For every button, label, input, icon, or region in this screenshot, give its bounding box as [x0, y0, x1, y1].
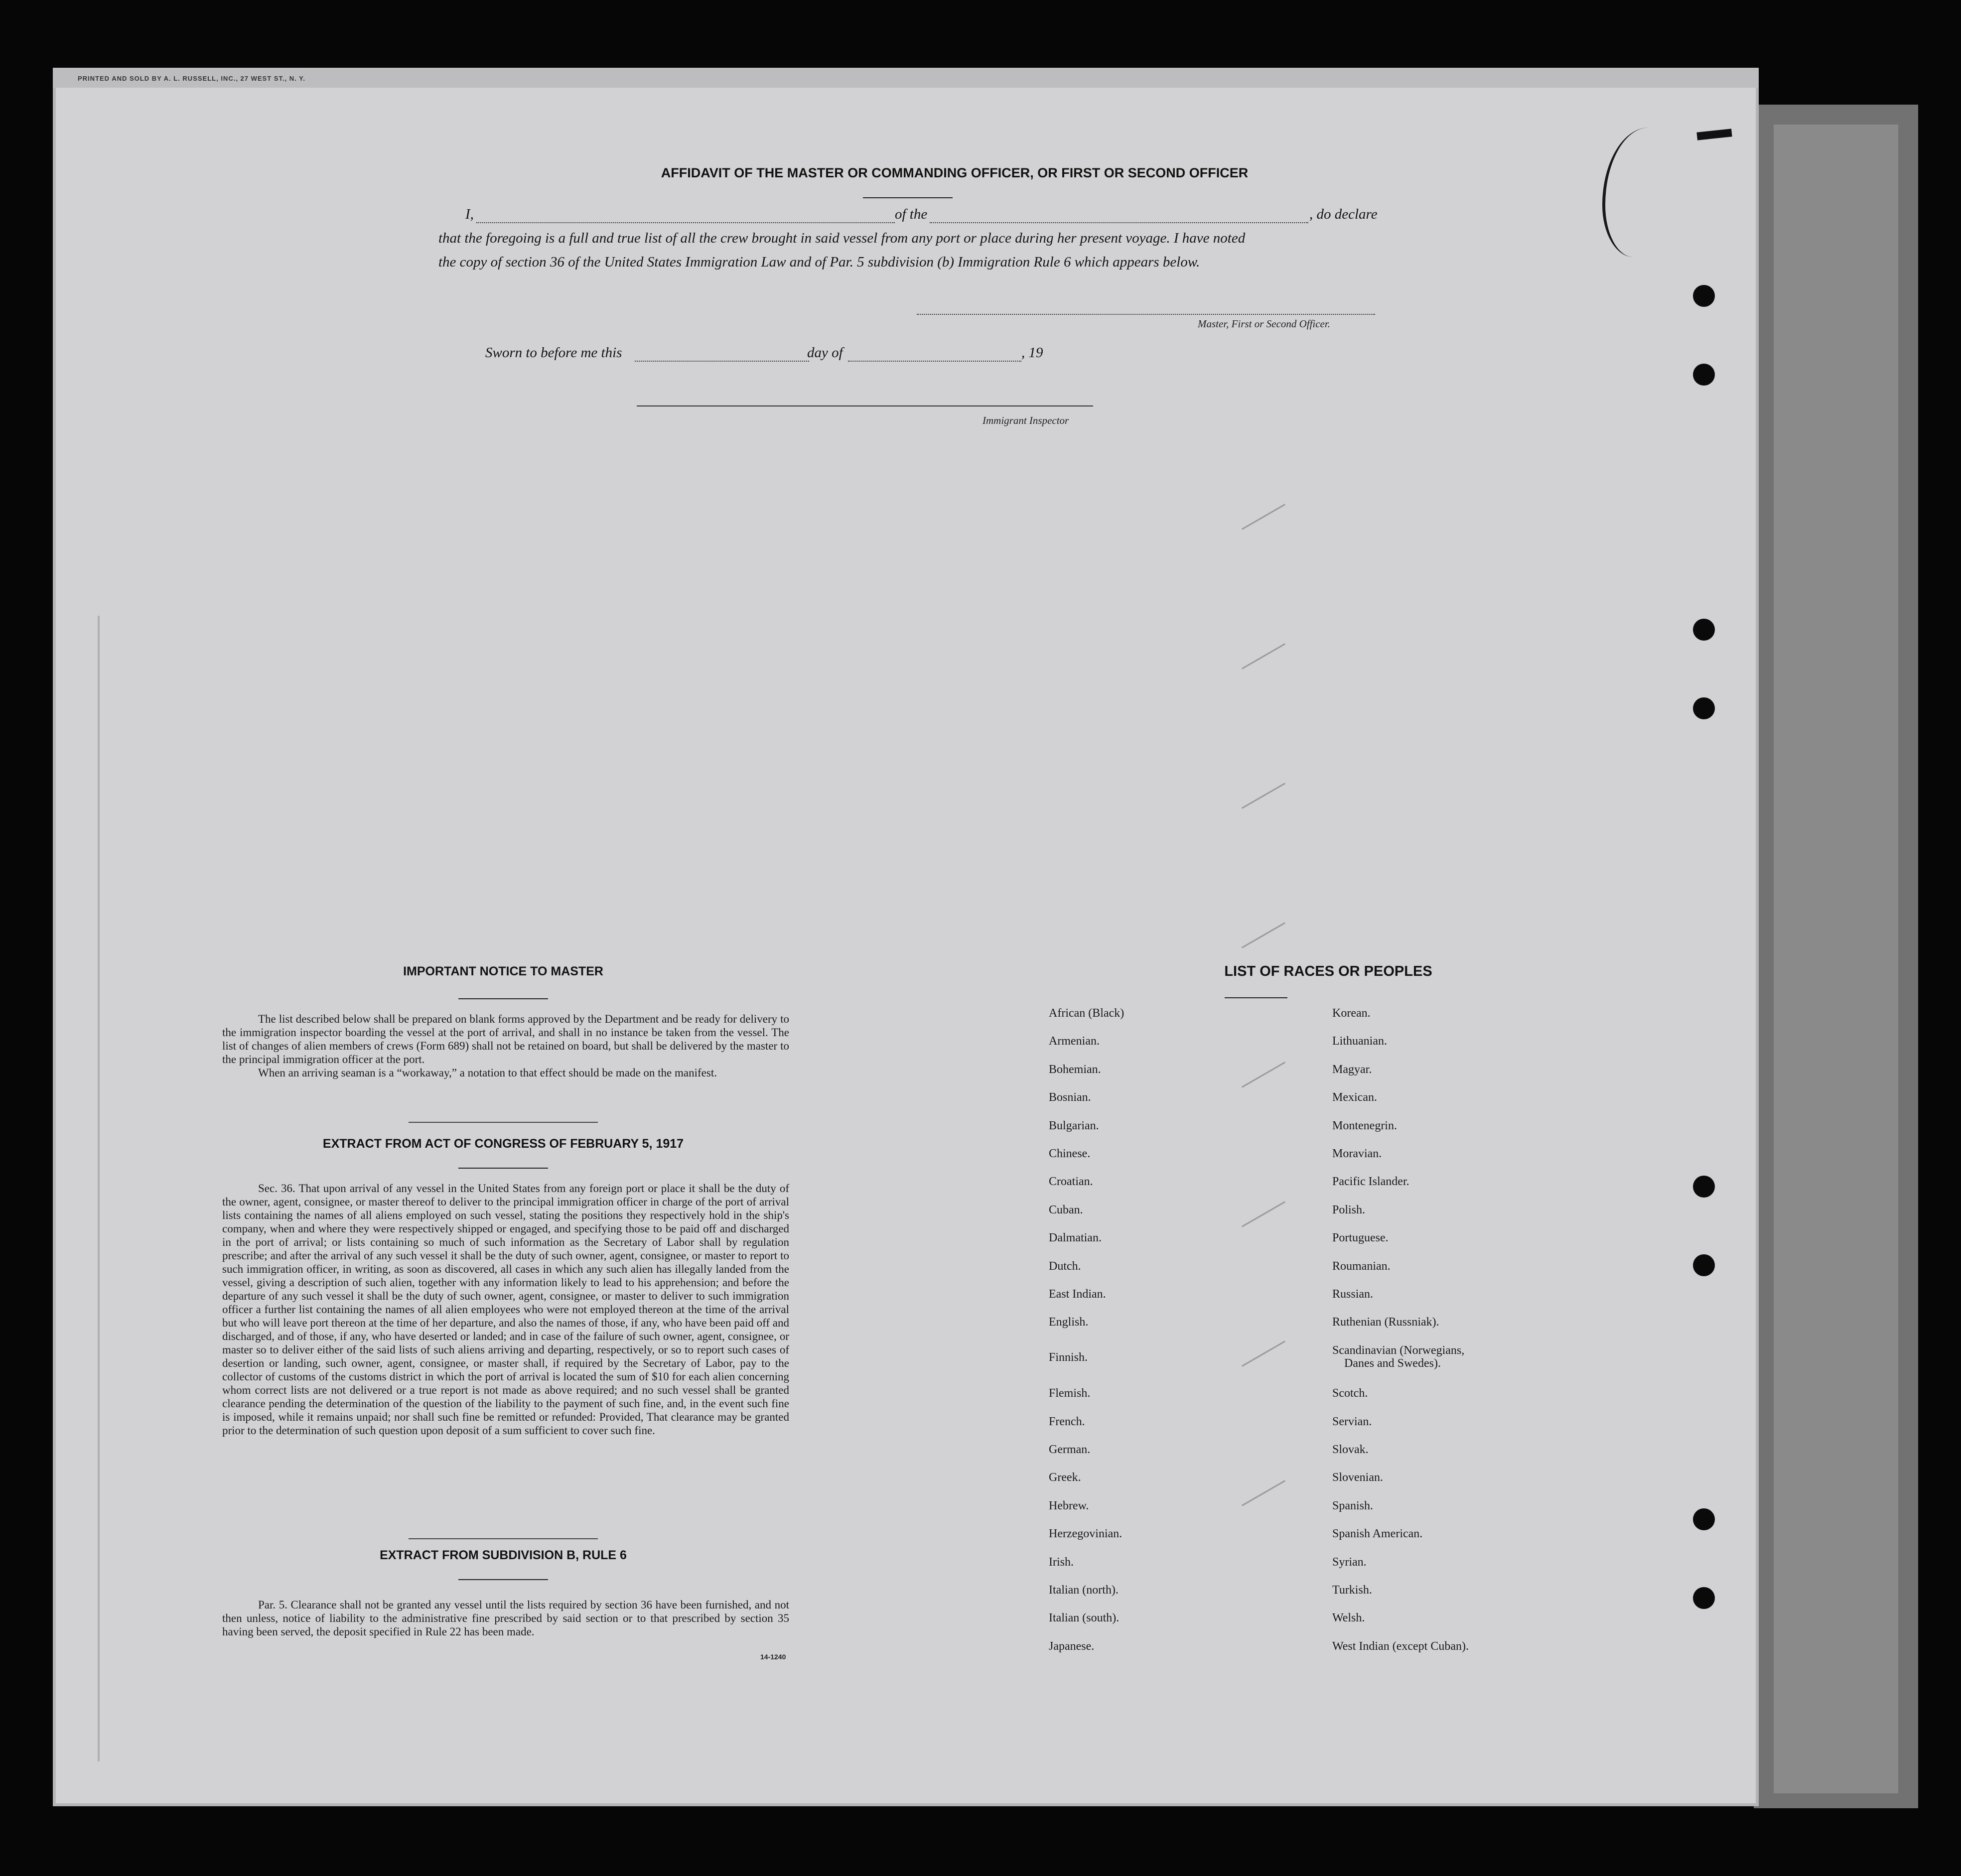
pencil-mark [1242, 1480, 1285, 1506]
top-strip [53, 68, 1759, 88]
race-item: Armenian. [1049, 1035, 1100, 1048]
race-item: German. [1049, 1443, 1091, 1456]
inspector-caption: Immigrant Inspector [982, 414, 1069, 426]
race-item: Servian. [1332, 1415, 1372, 1428]
rule-heading: EXTRACT FROM SUBDIVISION B, RULE 6 [380, 1548, 627, 1562]
binder-hole-icon [1693, 364, 1715, 386]
binder-hole-icon [1693, 1176, 1715, 1198]
race-item: Roumanian. [1332, 1260, 1391, 1273]
notice-body [222, 1012, 789, 1079]
race-item: Dutch. [1049, 1260, 1081, 1273]
vessel-blank [930, 222, 1308, 223]
race-item: African (Black) [1049, 1007, 1124, 1020]
race-item: Ruthenian (Russniak). [1332, 1316, 1439, 1329]
race-item: French. [1049, 1415, 1085, 1428]
notice-heading: IMPORTANT NOTICE TO MASTER [403, 964, 603, 978]
race-item: Greek. [1049, 1471, 1081, 1484]
pencil-mark [1242, 1340, 1285, 1367]
form-number: 14-1240 [760, 1653, 786, 1661]
pencil-mark [1242, 922, 1285, 948]
race-item: Slovak. [1332, 1443, 1369, 1456]
act-heading: EXTRACT FROM ACT OF CONGRESS OF FEBRUARY 5, 1917 [322, 1137, 684, 1151]
binder-hole-icon [1693, 697, 1715, 719]
sworn-end: , 19 [1021, 345, 1043, 361]
race-item: Bulgarian. [1049, 1119, 1099, 1132]
sworn-start: Sworn to before me this [485, 345, 622, 361]
race-item: Italian (south). [1049, 1611, 1120, 1624]
race-item: Pacific Islander. [1332, 1175, 1409, 1188]
notice-para-2: When an arriving seaman is a “workaway,” a notation to that effect should be made on the manifest. [258, 1067, 717, 1079]
race-item: Mexican. [1332, 1091, 1377, 1104]
sworn-day-blank [635, 361, 809, 362]
race-item: Portuguese. [1332, 1231, 1389, 1244]
torn-corner [1602, 128, 1680, 257]
race-item: Chinese. [1049, 1147, 1091, 1160]
race-item: Welsh. [1332, 1611, 1365, 1624]
binder-hole-icon [1693, 619, 1715, 641]
rule-body [222, 1598, 789, 1638]
affidavit-line-2: that the foregoing is a full and true list of all the crew brought in said vessel from any port or place during her present voyage. I have noted [438, 230, 1246, 246]
race-item: Cuban. [1049, 1204, 1083, 1216]
pencil-mark [1242, 1201, 1285, 1227]
race-item: Spanish. [1332, 1499, 1374, 1512]
races-title: LIST OF RACES OR PEOPLES [1224, 963, 1432, 979]
race-item: Turkish. [1332, 1584, 1372, 1597]
left-margin-rule [98, 616, 100, 1761]
master-caption: Master, First or Second Officer. [1198, 318, 1330, 330]
pencil-mark [1242, 504, 1285, 530]
divider [409, 1122, 598, 1123]
master-signature-line [917, 314, 1375, 315]
manifest-page [53, 68, 1759, 1806]
race-item: Dalmatian. [1049, 1231, 1102, 1244]
race-item: English. [1049, 1316, 1089, 1329]
race-item: Bosnian. [1049, 1091, 1091, 1104]
divider [458, 1579, 548, 1580]
race-item: Russian. [1332, 1288, 1374, 1301]
divider [458, 998, 548, 999]
notice-para-1: The list described below shall be prepared on blank forms approved by the Department and be ready for delivery to the immigration inspector boarding the vessel at the port of arrival, and shall in no instance be taken from the vessel. The list of changes of alien members of crews (Form 689) shall not be retained on board, but shall be delivered by the master to the principal immigration officer at the port. [222, 1013, 789, 1066]
race-item: Syrian. [1332, 1556, 1367, 1569]
race-item-continuation: Danes and Swedes). [1344, 1357, 1441, 1370]
pencil-mark [1242, 783, 1285, 809]
printer-credit: PRINTED AND SOLD BY A. L. RUSSELL, INC., 27 WEST ST., N. Y. [78, 75, 305, 82]
race-item: Japanese. [1049, 1640, 1095, 1653]
race-item: Montenegrin. [1332, 1119, 1397, 1132]
divider [409, 1538, 598, 1539]
underlying-sheet-inner [1774, 125, 1898, 1793]
sworn-mid: day of [807, 345, 843, 361]
race-item: Magyar. [1332, 1063, 1372, 1076]
race-item: Hebrew. [1049, 1499, 1089, 1512]
race-item: Italian (north). [1049, 1584, 1119, 1597]
binder-hole-icon [1693, 1587, 1715, 1609]
race-item: Lithuanian. [1332, 1035, 1387, 1048]
race-item: East Indian. [1049, 1288, 1106, 1301]
inspector-signature-line [637, 405, 1093, 406]
race-item: Spanish American. [1332, 1527, 1423, 1540]
pencil-mark [1242, 643, 1285, 670]
race-item: Croatian. [1049, 1175, 1093, 1188]
race-item: Irish. [1049, 1556, 1074, 1569]
binder-hole-icon [1693, 1508, 1715, 1530]
affidavit-title: AFFIDAVIT OF THE MASTER OR COMMANDING OFFICER, OR FIRST OR SECOND OFFICER [661, 165, 1249, 180]
race-item: Bohemian. [1049, 1063, 1101, 1076]
act-body [222, 1182, 789, 1437]
race-item: Scotch. [1332, 1387, 1368, 1400]
race-item: Finnish. [1049, 1351, 1088, 1364]
race-item: Moravian. [1332, 1147, 1382, 1160]
affidavit-line-3: the copy of section 36 of the United States Immigration Law and of Par. 5 subdivision (b) Immigration Rule 6 which appears below. [438, 254, 1200, 270]
divider [1225, 997, 1287, 998]
divider [458, 1168, 548, 1169]
sworn-month-blank [848, 361, 1021, 362]
race-item: Slovenian. [1332, 1471, 1383, 1484]
pencil-mark [1242, 1062, 1285, 1088]
race-item: Polish. [1332, 1204, 1366, 1216]
affidavit-line-1-start: I, [465, 206, 474, 222]
act-text: Sec. 36. That upon arrival of any vessel in the United States from any foreign port or place it shall be the duty of the owner, agent, consignee, or master thereof to deliver to the principal immigration officer in charge of the port of arrival lists containing the names of all aliens employed on such vessel, stating the positions they respectively hold in the ship's company, when and where they were respectively shipped or engaged, and specifying those to be paid off and discharged in the port of arrival; or lists containing so much of such information as the Secretary of Labor shall by regulation prescribe; and after the arrival of any such vessel it shall be the duty of such owner, agent, consignee, or master to report to such immigration officer, in writing, as soon as discovered, all cases in which any such alien has illegally landed from the vessel, giving a description of such alien, together with any information likely to lead to his apprehension; and before the departure of any such vessel it shall be the duty of such owner, agent, consignee, or master to deliver to such immigration officer a further list containing the names of all alien employees who were not employed thereon at the time of the arrival but who will leave port thereon at the time of her departure, and also the names of those, if any, who have been paid off and discharged, and of those, if any, who have deserted or landed; and in case of the failure of such owner, agent, consignee, or master so to deliver either of the said lists of such aliens arriving and departing, respectively, or so to report such cases of desertion or landing, such owner, agent, consignee, or master shall, if required by the Secretary of Labor, pay to the collector of customs of the customs district in which the port of arrival is located the sum of $10 for each alien concerning whom correct lists are not delivered or a true report is not made as above required; and no such vessel shall be granted clearance pending the determination of the question of the liability to the payment of such fine, and, in the event such fine is imposed, while it remains unpaid; nor shall such fine be remitted or refunded: Provided, That clearance may be granted prior to the determination of such question upon deposit of a sum sufficient to cover such fine. [222, 1182, 789, 1437]
name-blank [476, 222, 895, 223]
ink-mark [1696, 129, 1732, 140]
race-item: Korean. [1332, 1007, 1371, 1020]
affidavit-line-1-mid: of the [895, 206, 928, 222]
divider [863, 197, 953, 198]
binder-hole-icon [1693, 285, 1715, 307]
rule-text: Par. 5. Clearance shall not be granted any vessel until the lists required by section 36 have been furnished, and not then unless, notice of liability to the administrative fine prescribed by said section or to that prescribed by section 35 having been served, the deposit specified in Rule 22 has been made. [222, 1599, 789, 1638]
race-item: West Indian (except Cuban). [1332, 1640, 1469, 1653]
binder-hole-icon [1693, 1254, 1715, 1276]
race-item: Scandinavian (Norwegians, [1332, 1344, 1465, 1357]
race-item: Flemish. [1049, 1387, 1091, 1400]
race-item: Herzegovinian. [1049, 1527, 1122, 1540]
affidavit-line-1-end: , do declare [1309, 206, 1378, 222]
